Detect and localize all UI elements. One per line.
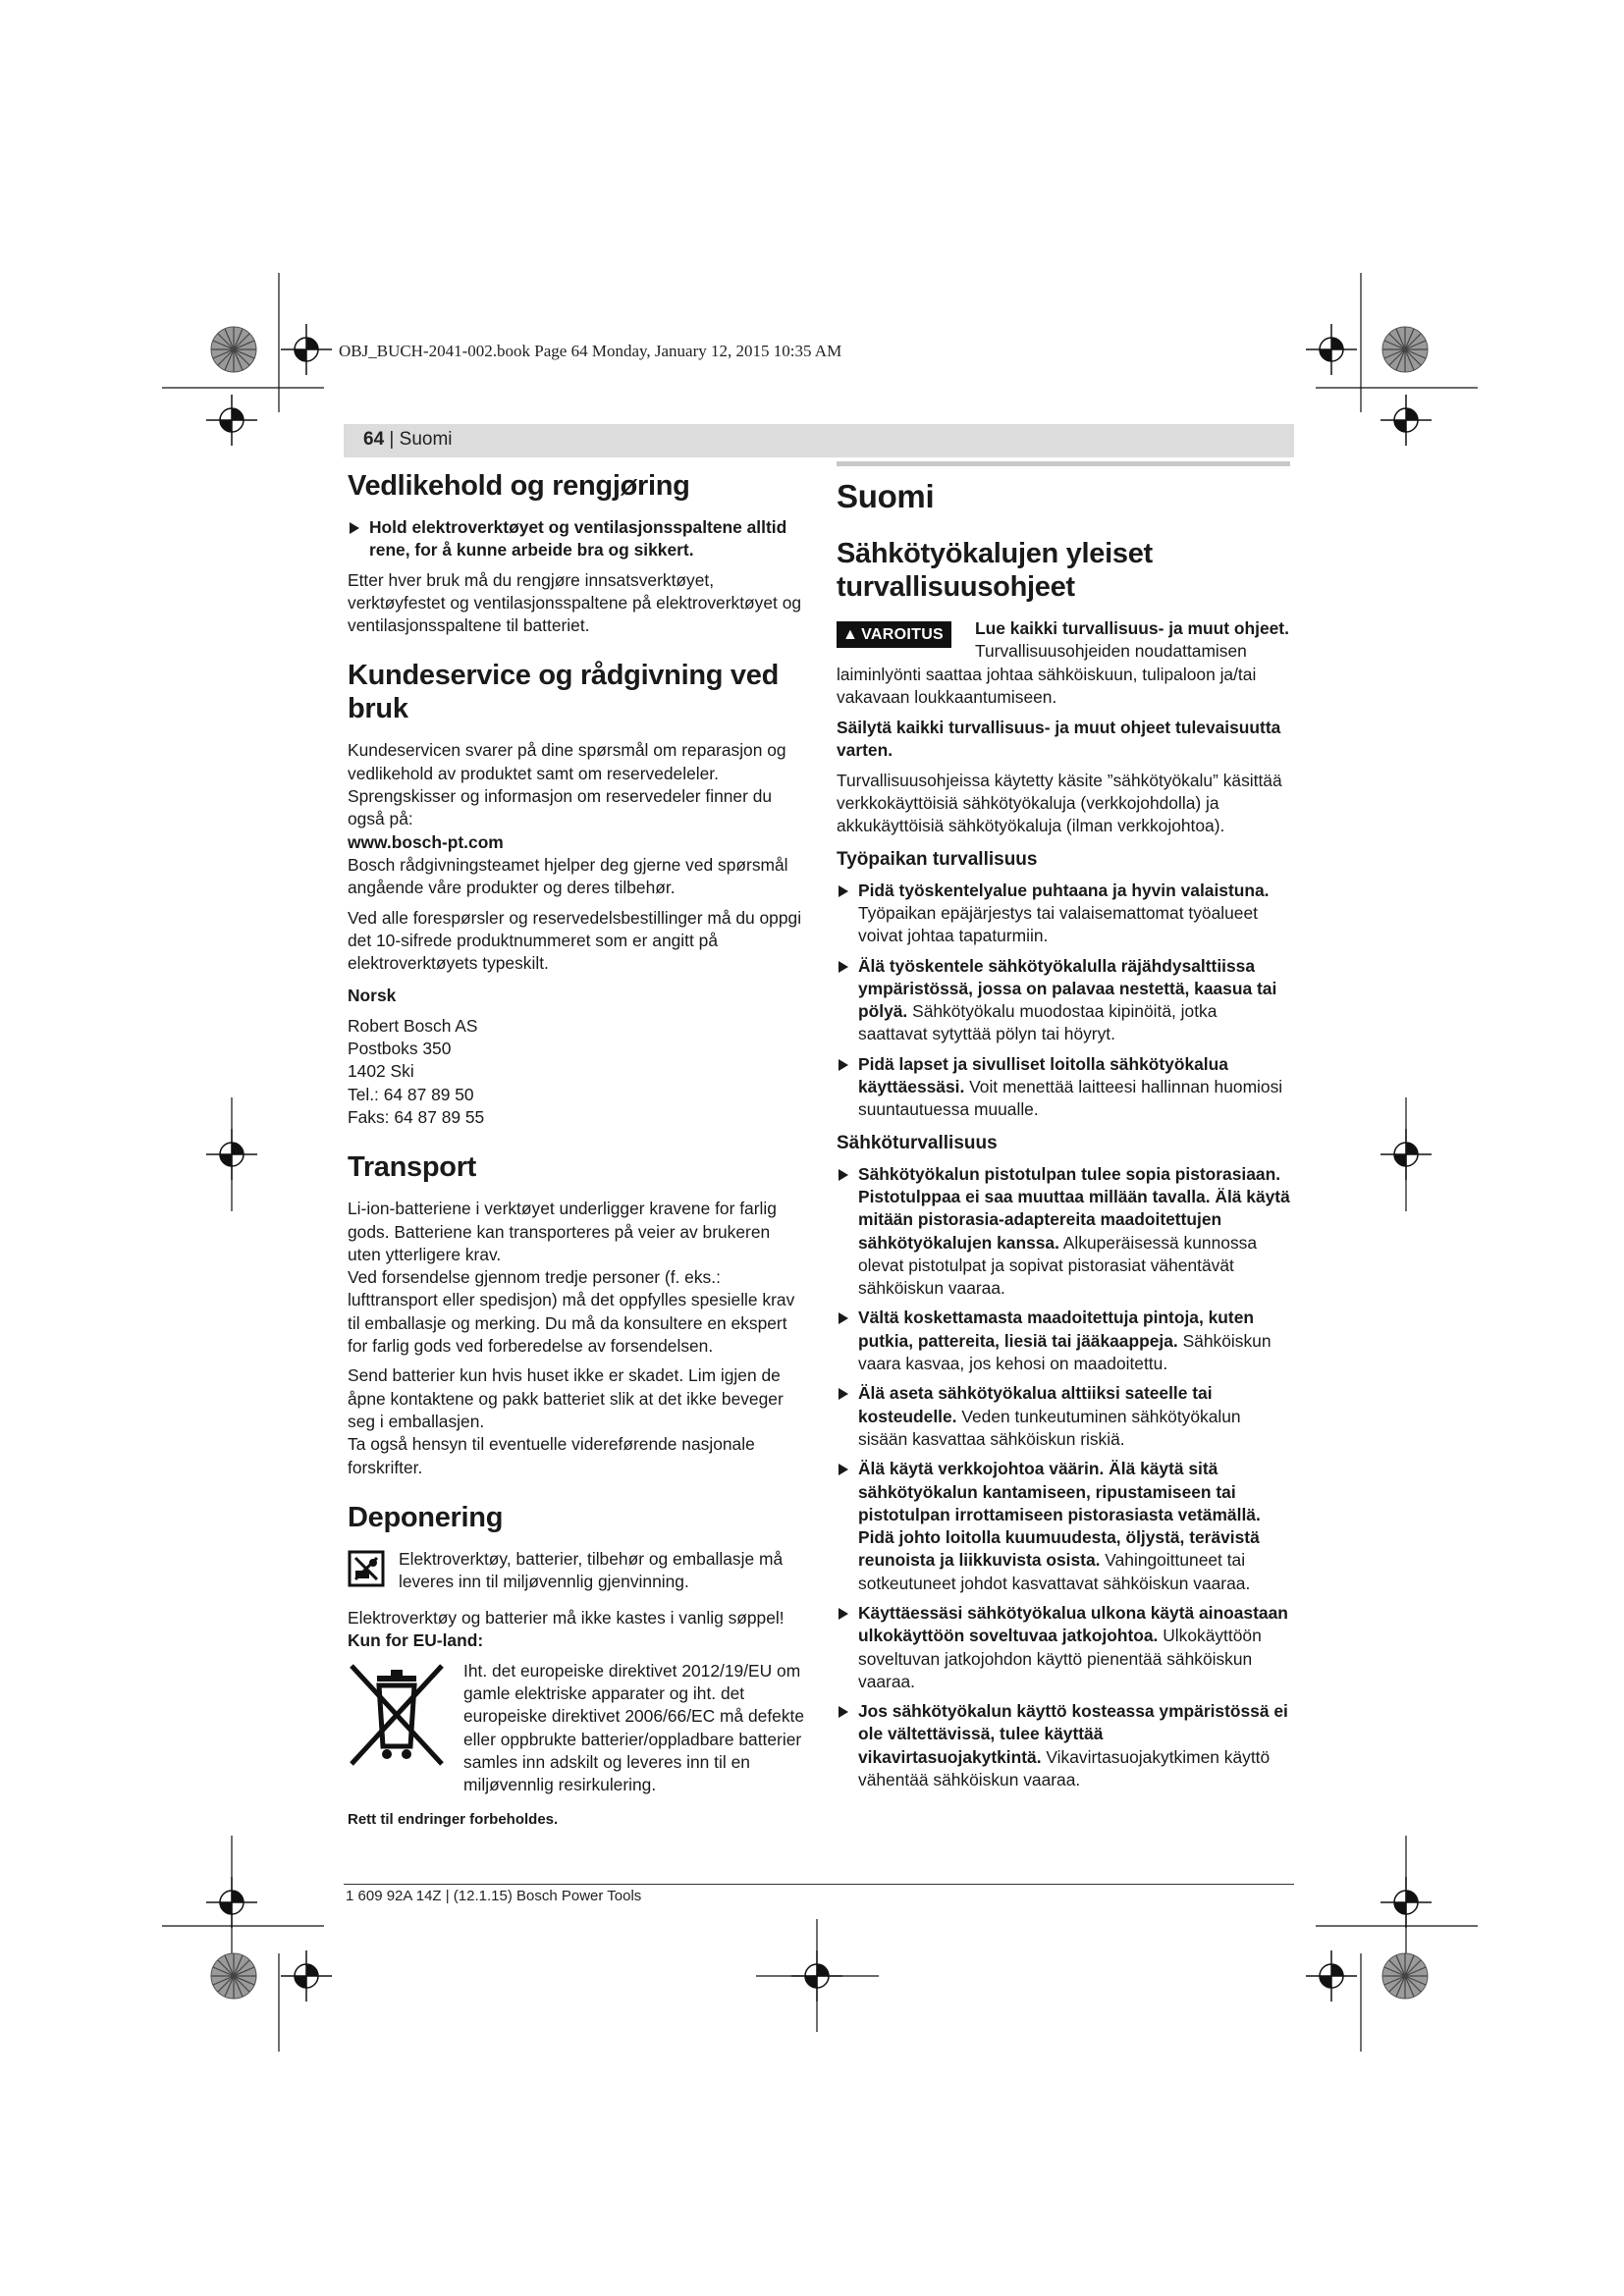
eu-weee-row: [348, 1660, 805, 1797]
keep-instructions: Säilytä kaikki turvallisuus- ja muut ohjeet tulevaisuutta varten.: [837, 718, 1281, 761]
item-bold: Pidä lapset ja sivulliset loitolla sähkötyökalua käyttäessäsi.: [858, 1053, 1228, 1097]
right-column: [837, 461, 1290, 1798]
print-file-header: OBJ_BUCH-2041-002.book Page 64 Monday, January 12, 2015 10:35 AM: [339, 342, 842, 360]
eu-directive-text: Iht. det europeiske direktivet 2012/19/EU om gamle elektriske apparater og iht. det europeiske direktivet 2006/66/EC må defekte eller oppbrukte batterier/oppladbare batterier samles inn adskilt og leveres inn til en miljøvennlig resirkulering.: [463, 1660, 805, 1795]
list-item: [837, 1602, 1290, 1693]
work-area-list: [837, 880, 1290, 1122]
disposal-paragraph: Elektroverktøy og batterier må ikke kastes i vanlig søppel!: [348, 1608, 785, 1629]
item-text: Sähkötyökalu muodostaa kipinöitä, jotka saattavat sytyttää pölyn tai höyryt.: [858, 1001, 1218, 1044]
service-paragraph-3: Ved alle forespørsler og reservedelsbestillinger må du oppgi det 10-sifrede produktnummeret som er angitt på elektroverktøyets typeskilt.: [348, 907, 802, 974]
warning-triangle-icon: ▲: [842, 626, 859, 643]
warning-badge-label: VAROITUS: [861, 626, 945, 643]
list-item: [837, 1382, 1290, 1451]
item-bold: Jos sähkötyökalun käyttö kosteassa ympäristössä ei ole vältettävissä, tulee käyttää vikavirtasuojakytkintä.: [858, 1701, 1288, 1767]
item-text: Työpaikan epäjärjestys tai valaisemattomat työalueet voivat johtaa tapaturmiin.: [858, 902, 1258, 946]
work-area-heading: Työpaikan turvallisuus: [837, 848, 1038, 870]
transport-paragraph-4: Ta også hensyn til eventuelle videreførende nasjonale forskrifter.: [348, 1434, 755, 1477]
electrical-heading: Sähköturvallisuus: [837, 1132, 998, 1153]
service-url-link[interactable]: www.bosch-pt.com: [348, 831, 504, 852]
transport-heading: Transport: [348, 1151, 477, 1184]
address-line: Tel.: 64 87 89 50: [348, 1084, 474, 1104]
warning-badge-wrap: [837, 621, 961, 648]
eu-label: Kun for EU-land:: [348, 1630, 484, 1651]
warning-block: [837, 617, 1290, 709]
page-separator: |: [389, 429, 395, 450]
disposal-heading: Deponering: [348, 1501, 504, 1533]
transport-paragraph-3: Send batterier kun hvis huset ikke er skadet. Lim igjen de åpne kontaktene og pakk batteriet slik at det ikke beveger seg i emballasjen.: [348, 1365, 784, 1431]
item-bold: Käyttäessäsi sähkötyökalua ulkona käytä ainoastaan ulkokäyttöön soveltuvaa jatkojohtoa.: [858, 1602, 1288, 1646]
transport-paragraph-1: Li-ion-batteriene i verktøyet underligger kravene for farlig gods. Batteriene kan transporteres på veier av brukeren uten ytterligere krav.: [348, 1199, 777, 1264]
disposal-icon-row: [348, 1548, 805, 1595]
page-header-bar: [344, 424, 1294, 457]
item-bold: Sähkötyökalun pistotulpan tulee sopia pistorasiaan. Pistotulppaa ei saa muuttaa millään tavalla. Älä käytä mitään pistorasia-adaptereita maadoitettujen sähkötyökalujen kanssa.: [858, 1163, 1290, 1253]
rights-reserved: Rett til endringer forbeholdes.: [348, 1811, 559, 1829]
item-bold: Pidä työskentelyalue puhtaana ja hyvin valaistuna.: [858, 880, 1270, 900]
address-line: Faks: 64 87 89 55: [348, 1106, 485, 1127]
maintenance-text: Etter hver bruk må du rengjøre innsatsverktøyet, verktøyfestet og ventilasjonsspaltene på elektroverktøyet og ventilasjonsspaltene til batteriet.: [348, 569, 802, 636]
transport-paragraph-2: Ved forsendelse gjennom tredje personer (f. eks.: lufttransport eller spedisjon) må det oppfylles spesielle krav til emballasje og merking. Du må da konsultere en ekspert for farlig gods ved forberedelse av forsendelsen.: [348, 1267, 795, 1357]
item-text: Alkuperäisessä kunnossa olevat pistotulpat ja sopivat pistorasiat vähentävät sähköiskun vaaraa.: [858, 1232, 1258, 1299]
item-bold: Älä työskentele sähkötyökalulla räjähdysalttiissa ympäristössä, jossa on palavaa nestettä, kaasua tai pölyä.: [858, 955, 1277, 1022]
language-heading: Suomi: [837, 461, 1290, 515]
list-item: [837, 955, 1290, 1046]
footer-text: 1 609 92A 14Z | (12.1.15) Bosch Power Tools: [346, 1888, 642, 1904]
item-text: Ulkokäyttöön soveltuvan jatkojohdon käyttö pienentää sähköiskun vaaraa.: [858, 1626, 1262, 1691]
item-text: Voit menettää laitteesi hallinnan huomiosi suuntautuessa muualle.: [858, 1077, 1283, 1120]
list-item: [837, 1458, 1290, 1595]
service-paragraph-2: Bosch rådgivningsteamet hjelper deg gjerne ved spørsmål angående våre produkter og deres tilbehør.: [348, 854, 788, 898]
item-bold: Älä aseta sähkötyökalua alttiiksi sateelle tai kosteudelle.: [858, 1383, 1213, 1426]
list-item: [837, 1700, 1290, 1791]
page-section: Suomi: [399, 429, 453, 450]
service-heading: Kundeservice og rådgivning ved bruk: [348, 660, 779, 725]
warning-text: Turvallisuusohjeiden noudattamisen laiminlyönti saattaa johtaa sähköiskuun, tulipaloon ja/tai vakavaan loukkaantumiseen.: [837, 641, 1257, 707]
item-bold: Vältä koskettamasta maadoitettuja pintoja, kuten putkia, pattereita, liesiä tai jääkaappeja.: [858, 1308, 1254, 1351]
maintenance-heading: Vedlikehold og rengjøring: [348, 470, 690, 502]
page-number: 64: [363, 429, 385, 450]
left-column: [348, 461, 805, 1839]
disposal-icon-text: Elektroverktøy, batterier, tilbehør og emballasje må leveres inn til miljøvennlig gjenvinning.: [399, 1548, 784, 1592]
service-paragraph-1: Kundeservicen svarer på dine spørsmål om reparasjon og vedlikehold av produktet samt om reservedeleler. Sprengskisser og informasjon om reservedeler finner du også på:: [348, 740, 786, 829]
service-address: [348, 1015, 805, 1129]
footer-rule: [344, 1884, 1294, 1885]
address-line: Postboks 350: [348, 1039, 452, 1059]
list-item: [837, 1307, 1290, 1375]
list-item: [837, 1053, 1290, 1122]
item-text: Vahingoittuneet tai sotkeutuneet johdot kasvattavat sähköiskun vaaraa.: [858, 1550, 1251, 1593]
address-line: Robert Bosch AS: [348, 1015, 478, 1036]
item-text: Sähköiskun vaara kasvaa, jos kehosi on maadoitettu.: [858, 1330, 1272, 1374]
warning-badge: [837, 621, 951, 648]
maintenance-list: [348, 516, 805, 562]
service-country: Norsk: [348, 986, 397, 1006]
list-item: [837, 880, 1290, 948]
item-bold: Älä käytä verkkojohtoa väärin. Älä käytä sitä sähkötyökalun kantamiseen, ripustamiseen tai pistotulpan irrottamiseen pistorasiasta vetämällä. Pidä johto loitolla kuumuudesta, öljystä, terävistä reunoista ja liikkuvista osista.: [858, 1459, 1261, 1571]
page-number-line: [363, 429, 453, 451]
list-item: [837, 1163, 1290, 1301]
crossed-out-bin-icon: [348, 1662, 446, 1774]
address-line: 1402 Ski: [348, 1061, 414, 1082]
item-text: Vikavirtasuojakytkimen käyttö vähentää sähköiskun vaaraa.: [858, 1746, 1271, 1790]
electrical-list: [837, 1163, 1290, 1792]
safety-heading: Sähkötyökalujen yleiset turvallisuusohjeet: [837, 538, 1153, 603]
warning-lead: Lue kaikki turvallisuus- ja muut ohjeet.: [975, 618, 1289, 638]
term-definition: Turvallisuusohjeissa käytetty käsite ”sähkötyökalu” käsittää verkkokäyttöisiä sähkötyökaluja (verkkojohdolla) ja akkukäyttöisiä sähkötyökaluja (ilman verkkojohtoa).: [837, 770, 1282, 836]
item-text: Veden tunkeutuminen sähkötyökalun sisään kasvattaa sähköiskun riskiä.: [858, 1406, 1241, 1449]
maintenance-bullet: Hold elektroverktøyet og ventilasjonsspaltene alltid rene, for å kunne arbeide bra og sikkert.: [348, 516, 805, 562]
tool-recycling-icon: [348, 1550, 385, 1593]
